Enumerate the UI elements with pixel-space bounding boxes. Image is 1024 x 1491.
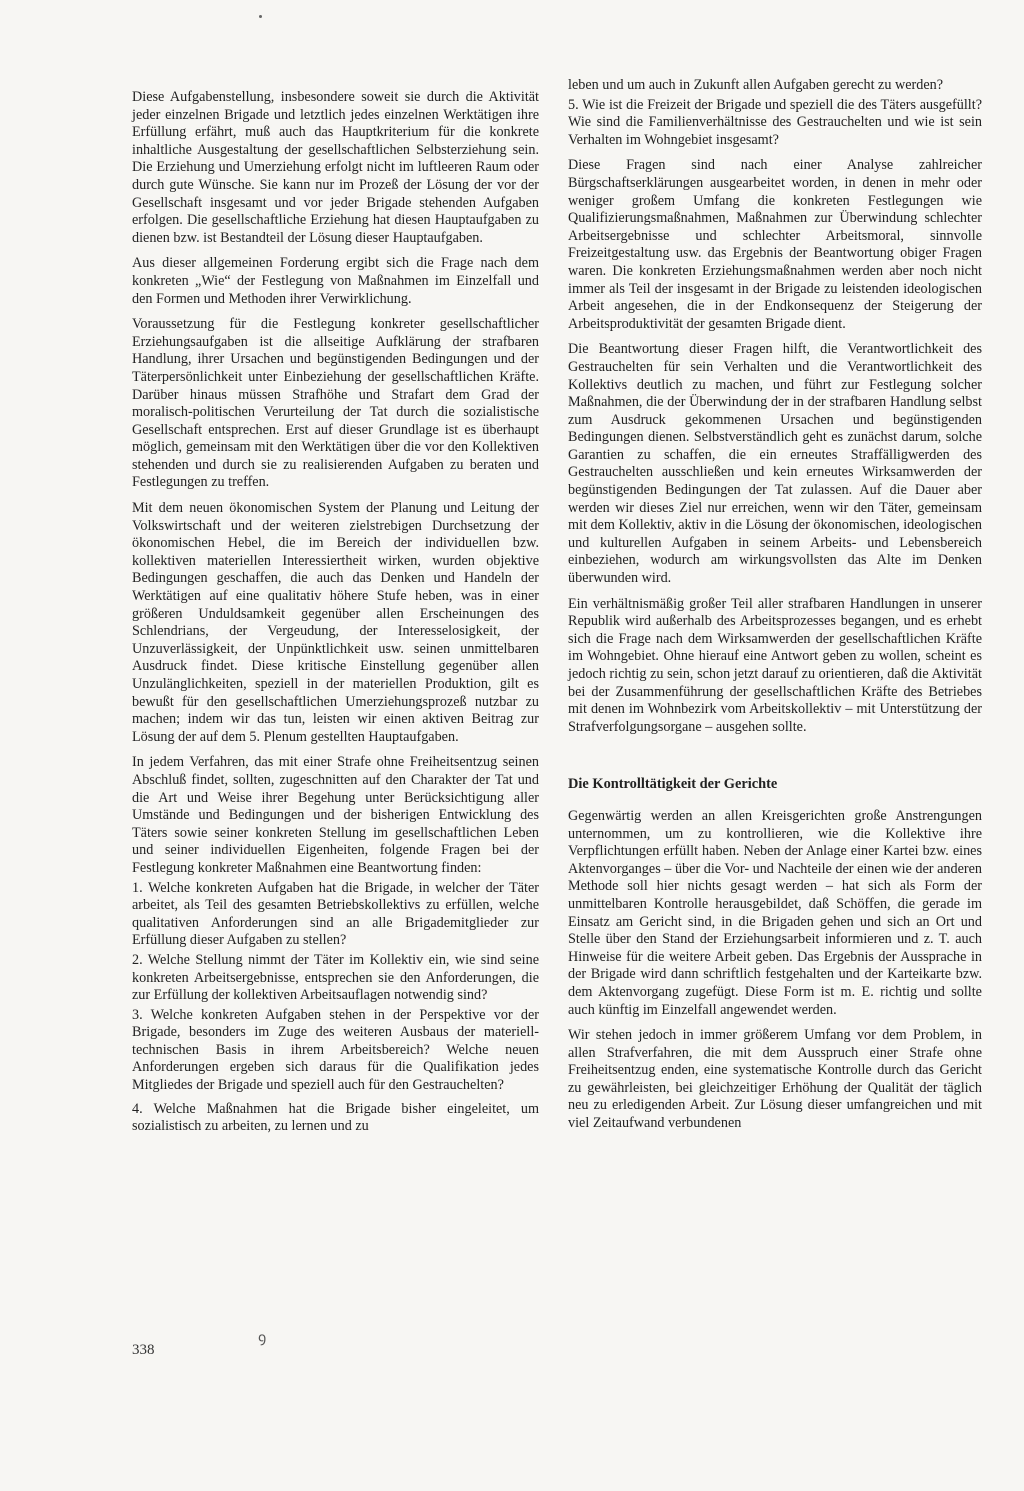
paragraph: Gegenwärtig werden an allen Kreisgerichten große Anstrengungen unternommen, um zu kontrollieren, wie die Kollektive ihre Verpflichtungen erfüllt haben. Neben der Anlage einer Kartei bzw. eines Aktenvorganges – über die Vor- und Nachteile der einen wie der anderen Methode soll hier nichts gesagt werden – hat sich als Form der unmittelbaren Kontrolle herausgebildet, daß Schöffen, die gerade im Einsatz am Gericht sind, in die Brigaden gehen und sich an Ort und Stelle über den Stand der Erziehungsarbeit informieren und z. T. auch Hinweise für die weitere Arbeit geben. Das Ergebnis der Aussprache in der Brigade wird dann schriftlich festgehalten und der Karteikarte bzw. dem Aktenvorgang zugefügt. Diese Form ist m. E. richtig und sollte auch künftig im Einzelfall angewendet werden.	[568, 807, 982, 1018]
paragraph: leben und um auch in Zukunft allen Aufgaben gerecht zu werden?	[568, 77, 944, 93]
paragraph: In jedem Verfahren, das mit einer Strafe ohne Freiheitsentzug seinen Abschluß findet, sollten, zugeschnitten auf den Charakter der Tat und die Art und Weise ihrer Begehung unter Berücksichtigung aller Umstände und Bedingungen und der bisherigen Entwicklung des Täters sowie seiner konkreten Stellung im gesellschaftlichen Leben und seiner individuellen Eigenheiten, folgende Fragen bei der Festlegung konkreter Maßnahmen eine Beantwortung finden:	[132, 754, 539, 876]
question-item: 1. Welche konkreten Aufgaben hat die Brigade, in welcher der Täter arbeitet, als Teil des gesamten Betriebskollektivs zu erfüllen, welche qualitativen Anforderungen sind an alle Brigademitglieder zur Erfüllung dieser Aufgaben zu stellen?	[132, 879, 539, 949]
paragraph: Diese Aufgabenstellung, insbesondere soweit sie durch die Aktivität jeder einzelnen Brigade und letztlich jedes einzelnen Werktätigen ihre Erfüllung erfährt, muß auch das Hauptkriterium für die konkrete inhaltliche Ausgestaltung der gesellschaftlichen Selbsterziehung sein. Die Erziehung und Umerziehung erfolgt nicht im luftleeren Raum oder durch gute Wünsche. Sie kann nur im Prozeß der Lösung der vor der Gesellschaft insgesamt und vor jeder Brigade stehenden Aufgaben erfolgen. Die gesellschaftliche Erziehung hat diesen Hauptaufgaben zu dienen bzw. ist Bestandteil der Lösung dieser Hauptaufgaben.	[132, 89, 539, 246]
page-number: 338	[132, 1342, 155, 1358]
paragraph: Mit dem neuen ökonomischen System der Planung und Leitung der Volkswirtschaft und der weiteren zielstrebigen Durchsetzung der ökonomischen Hebel, die im Bereich der individuellen bzw. kollektiven materiellen Interessiertheit wirken, wurden objektive Bedingungen geschaffen, die auch das Denken und Handeln der Werktätigen auf eine qualitativ höhere Stufe heben, was in einer größeren Unduldsamkeit gegenüber allen Erscheinungen des Schlendrians, der Vergeudung, der Interesselosigkeit, der Unzuverlässigkeit, der Unpünktlichkeit usw. seinen unmittelbaren Ausdruck findet. Diese kritische Einstellung gegenüber allen Unzulänglichkeiten, speziell in der materiellen Produktion, gilt es bewußt für den gesellschaftlichen Umerziehungsprozeß nutzbar zu machen; indem wir das tun, leisten wir einen aktiven Beitrag zur Lösung der auf dem 5. Plenum gestellten Hauptaufgaben.	[132, 500, 539, 745]
question-item: 4. Welche Maßnahmen hat die Brigade bisher eingeleitet, um sozialistisch zu arbeiten, zu lernen und zu	[132, 1100, 539, 1135]
paragraph: Ein verhältnismäßig großer Teil aller strafbaren Handlungen in unserer Republik wird außerhalb des Arbeitsprozesses begangen, und es erhebt sich die Frage nach dem Wirksamwerden der gesellschaftlichen Kräfte im Wohngebiet. Ohne hierauf eine Antwort geben zu wollen, scheint es jedoch richtig zu sein, schon jetzt darauf zu orientieren, daß die Aktivität bei der Zusammenführung der gesellschaftlichen Kräfte des Betriebes mit denen im Wohnbezirk vom Arbeitskollektiv – mit Unterstützung der Strafverfolgungsorgane – ausgehen sollte.	[568, 595, 982, 735]
question-item: 2. Welche Stellung nimmt der Täter im Kollektiv ein, wie sind seine konkreten Arbeitsergebnisse, entsprechen sie den Anforderungen, die zur Erfüllung der kollektiven Arbeitsauflagen notwendig sind?	[132, 951, 539, 1004]
section-heading: Die Kontrolltätigkeit der Gerichte	[568, 776, 778, 793]
paragraph: Voraussetzung für die Festlegung konkreter gesellschaftlicher Erziehungsaufgaben ist die allseitige Aufklärung der strafbaren Handlung, ihrer Ursachen und begünstigenden Bedingungen und der Täterpersönlichkeit unter Einbeziehung der gesellschaftlichen Kräfte. Darüber hinaus müssen Strafhöhe und Strafart dem Grad der moralisch-politischen Verurteilung der Tat durch die sozialistische Gesellschaft entsprechen. Erst auf dieser Grundlage ist es überhaupt möglich, gemeinsam mit den Werktätigen über die vor den Kollektiven stehenden und durch sie zu realisierenden Aufgaben zu beraten und Festlegungen zu treffen.	[132, 316, 539, 491]
paragraph: Wir stehen jedoch in immer größerem Umfang vor dem Problem, in allen Strafverfahren, die mit dem Ausspruch einer Strafe ohne Freiheitsentzug enden, eine systematische Kontrolle durch das Gericht zu gewährleisten, bei gleichzeitiger Erhöhung der Qualität der täglich neu zu erledigenden Arbeit. Zur Lösung dieser umfangreichen und mit viel Zeitaufwand verbundenen	[568, 1027, 982, 1132]
left-column	[132, 89, 539, 1138]
right-column	[568, 77, 982, 1141]
paragraph: Die Beantwortung dieser Fragen hilft, die Verantwortlichkeit des Gestrauchelten für sein Verhalten und die Verantwortlichkeit des Kollektivs deutlich zu machen, und führt zur Festlegung solcher Maßnahmen, die der Überwindung der in der strafbaren Handlung selbst zum Ausdruck gekommenen Ursachen und begünstigenden Bedingungen dienen. Selbstverständlich geht es zunächst darum, solche Garantien zu schaffen, die ein erneutes Straffälligwerden des Gestrauchelten ausschließen und kein erneutes Wirksamwerden der begünstigenden Bedingungen der Tat zulassen. Auf die Dauer aber werden wir dieses Ziel nur erreichen, wenn wir den Täter, gemeinsam mit dem Kollektiv, aktiv in die Lösung der ökonomischen, ideologischen und kulturellen Aufgaben in seinem Arbeits- und Lebensbereich einbeziehen, wodurch am wirkungsvollsten das Alte im Denken überwunden wird.	[568, 341, 982, 587]
printer-mark: ꝯ	[258, 1331, 267, 1346]
question-item: 3. Welche konkreten Aufgaben stehen in der Perspektive vor der Brigade, besonders im Zuge des weiteren Ausbaus der materiell-technischen Basis in ihrem Arbeitsbereich? Welche neuen Anforderungen ergeben sich daraus für die Qualifikation jedes Mitgliedes der Brigade und speziell auch für den Gestrauchelten?	[132, 1006, 539, 1094]
paragraph: Diese Fragen sind nach einer Analyse zahlreicher Bürgschaftserklärungen ausgearbeitet worden, in denen in mehr oder weniger großem Umfang die konkreten Festlegungen wie Qualifizierungsmaßnahmen, Maßnahmen zur Überwindung schlechter Arbeitsergebnisse und schlechter Arbeitsmoral, sinnvolle Freizeitgestaltung usw. das Ergebnis der Beantwortung obiger Fragen waren. Die konkreten Erziehungsmaßnahmen werden aber noch nicht immer als Teil der insgesamt in der Brigade zu leistenden ideologischen Arbeit angesehen, die in der Endkonsequenz der Steigerung der Arbeitsproduktivität der gesamten Brigade dient.	[568, 157, 982, 332]
paragraph: Aus dieser allgemeinen Forderung ergibt sich die Frage nach dem konkreten „Wie“ der Festlegung von Maßnahmen im Einzelfall und den Formen und Methoden ihrer Verwirklichung.	[132, 255, 539, 307]
scan-speck	[259, 15, 262, 18]
paragraph: 5. Wie ist die Freizeit der Brigade und speziell die des Täters ausgefüllt? Wie sind die Familienverhältnisse des Gestrauchelten und wie ist sein Verhalten im Wohngebiet insgesamt?	[568, 96, 982, 148]
